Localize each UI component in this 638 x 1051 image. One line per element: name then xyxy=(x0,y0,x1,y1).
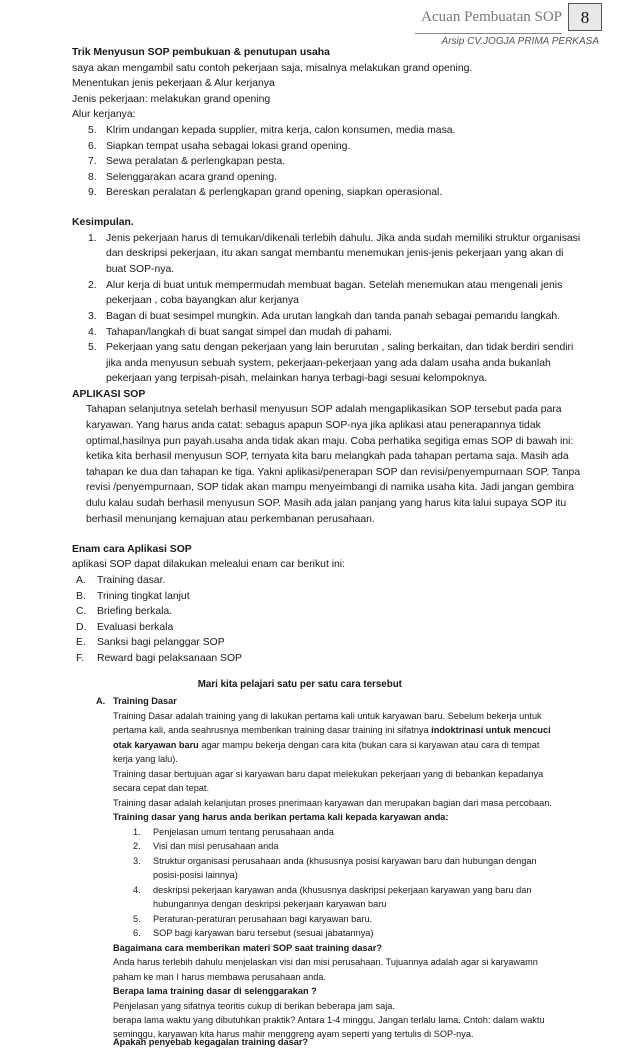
materi-line: Penjelasan umum tentang perusahaan anda xyxy=(153,827,334,837)
materi-line: SOP bagi karyawan baru tersebut (sesuai jabatannya) xyxy=(153,928,374,938)
materi-number: 6. xyxy=(133,928,141,938)
trik-step-number: 8. xyxy=(88,172,97,183)
para-line: paham ke man I harus membawa perusahaan anda. xyxy=(113,972,326,982)
para-bold: indoktrinasi untuk mencuci xyxy=(431,725,551,735)
header-title: Acuan Pembuatan SOP xyxy=(421,9,562,25)
kesimpulan-number: 5. xyxy=(88,342,97,353)
para-line: Anda harus terlebih dahulu menjelaskan visi dan misi perusahaan. Tujuannya adalah agar si karyawamn xyxy=(113,957,538,967)
aplikasi-line: ketika kita berhasil menyusun SOP, ternyata kita baru melangkah pada tahapan pertama saja. Masih ada xyxy=(86,451,569,462)
materi-line: Peraturan-peraturan perusahaan bagi karyawan baru. xyxy=(153,914,373,924)
materi-line: posisi-posisi lainnya) xyxy=(153,870,238,880)
para-line: seminggu, karyawan kita harus mahir menggreng ayam seperti yang tertulis di SOP-nya. xyxy=(113,1029,474,1039)
enam-item: Trining tingkat lanjut xyxy=(97,591,190,602)
trik-step: Siapkan tempat usaha sebagai lokasi grand opening. xyxy=(106,141,351,152)
kesimpulan-line: Jenis pekerjaan harus di temukan/dikenali terlebih dahulu. Jika anda sudah memiliki struktur organisasi xyxy=(106,233,581,244)
enam-item: Evaluasi berkala xyxy=(97,622,174,633)
trik-step-number: 5. xyxy=(88,125,97,136)
question-heading: Apakah penyebab kegagalan training dasar? xyxy=(113,1037,309,1047)
enam-letter: E. xyxy=(76,637,86,648)
enam-letter: C. xyxy=(76,606,87,617)
materi-number: 5. xyxy=(133,914,141,924)
materi-line: Struktur organisasi perusahaan anda (khususnya posisi karyawan baru dan hubungan dengan xyxy=(153,856,537,866)
kesimpulan-line: dan deskripsi pekerjaan, itu akan sangat membantu menemukan jenis-jenis pekerjaan yang akan di xyxy=(106,248,564,259)
trik-step-number: 6. xyxy=(88,141,97,152)
enam-item: Briefing berkala. xyxy=(97,606,173,617)
section-title: Training Dasar xyxy=(113,696,177,706)
kesimpulan-line: pekerjaan , coba bayangkan alur kerjanya xyxy=(106,295,299,306)
kesimpulan-number: 4. xyxy=(88,327,97,338)
pelajari-heading: Mari kita pelajari satu per satu cara tersebut xyxy=(197,679,402,690)
para-line: otak karyawan baru agar mampu bekerja dengan cara kita (bukan cara si karyawan atau cara di tempat xyxy=(113,740,540,750)
aplikasi-line: berhasil menunjang kemajuan atau perkembanan perusahaan. xyxy=(86,514,375,525)
materi-number: 2. xyxy=(133,841,141,851)
enam-title: Enam cara Aplikasi SOP xyxy=(72,544,192,555)
aplikasi-line: optimal,hasilnya pun payah.usaha anda tidak akan maju. Coba perhatika segitiga emas SOP di bawah ini: xyxy=(86,436,574,447)
trik-title: Trik Menyusun SOP pembukuan & penutupan usaha xyxy=(72,47,330,58)
materi-line: deskripsi pekerjaan karyawan anda (khususnya daskripsi pekerjaan karyawan yang baru dan xyxy=(153,885,532,895)
para-line: Training dasar bertujuan agar si karyawan baru dapat melekukan pekerjaan yang di bebankan kepadanya xyxy=(113,769,544,779)
enam-item: Sanksi bagi pelanggar SOP xyxy=(97,637,225,648)
aplikasi-line: revisi /penyempurnaan, SOP tidak akan mampu menyeimbangi di namika usaha kita. Jadi jangan gembira xyxy=(86,482,574,493)
enam-letter: F. xyxy=(76,653,85,664)
enam-letter: A. xyxy=(76,575,86,586)
trik-step-number: 9. xyxy=(88,187,97,198)
kesimpulan-line: buat SOP-nya. xyxy=(106,264,175,275)
section-label: A. xyxy=(96,696,106,706)
kesimpulan-title: Kesimpulan. xyxy=(72,217,134,228)
aplikasi-title: APLIKASI SOP xyxy=(72,389,146,400)
para-line: Training dasar adalah kelanjutan proses pnerimaan karyawan dan merupakan bagian dari masa percobaan. xyxy=(113,798,552,808)
para-bold: otak karyawan baru xyxy=(113,740,199,750)
para-line: berapa lama waktu yang dibutuhkan praktik? Antara 1-4 minggu. Jangan terlalu lama. Cntoh: dalam waktu xyxy=(113,1015,545,1025)
kesimpulan-number: 1. xyxy=(88,233,97,244)
kesimpulan-number: 2. xyxy=(88,280,97,291)
trik-step: Sewa peralatan & perlengkapan pesta. xyxy=(106,156,286,167)
enam-letter: D. xyxy=(76,622,87,633)
trik-step: Bereskan peralatan & perlengkapan grand opening, siapkan operasional. xyxy=(106,187,443,198)
materi-number: 1. xyxy=(133,827,141,837)
trik-line: Menentukan jenis pekerjaan & Alur kerjanya xyxy=(72,78,275,89)
para-line: Training Dasar adalah training yang di lakukan pertama kali untuk karyawan baru. Sebelum bekerja untuk xyxy=(113,711,542,721)
kesimpulan-line: pekerjaan yang terpisah-pisah, melainkan hanya terbagi-bagi sesuai kelompoknya. xyxy=(106,373,488,384)
kesimpulan-line: Bagan di buat sesimpel mungkin. Ada urutan langkah dan tanda panah sebagai pemandu langkah. xyxy=(106,311,561,322)
trik-step: Klrim undangan kepada supplier, mitra kerja, calon konsumen, media masa. xyxy=(106,125,456,136)
enam-item: Training dasar. xyxy=(97,575,166,586)
para-line: kerja yang lalu). xyxy=(113,754,178,764)
aplikasi-line: Tahapan selanjutnya setelah berhasil menyusun SOP adalah mengaplikasikan SOP tersebut pada para xyxy=(86,404,562,415)
kesimpulan-line: Tahapan/langkah di buat sangat simpel dan mudah di pahami. xyxy=(106,327,392,338)
trik-line: Jenis pekerjaan: melakukan grand opening xyxy=(72,94,271,105)
materi-number: 3. xyxy=(133,856,141,866)
trik-line: Alur kerjanya: xyxy=(72,109,136,120)
aplikasi-line: dulu kalau sudah berhasil menyusun SOP. Masih ada jalan panjang yang harus kita lalui supaya SOP itu xyxy=(86,498,567,509)
materi-number: 4. xyxy=(133,885,141,895)
para-line: pertama kali, anda seahrusnya memberikan training dasar training ini sifatnya indoktrinasi untuk mencuci xyxy=(113,725,551,735)
kesimpulan-number: 3. xyxy=(88,311,97,322)
question-heading: Berapa lama training dasar di selenggarakan ? xyxy=(113,986,317,996)
aplikasi-line: karyawan. Yang harus anda catat: sebagus apapun SOP-nya jika aplikasi atau penerapannya tidak xyxy=(86,420,541,431)
kesimpulan-line: Alur kerja di buat untuk mempermudah membuat bagan. Setelah menemukan atau mengenali jenis xyxy=(106,280,563,291)
para-line: secara cepat dan tepat. xyxy=(113,783,210,793)
page-number: 8 xyxy=(568,3,602,31)
kesimpulan-line: jika anda menyusun sebuah system, pekerjaan-pekerjaan yang ada dalam usaha anda bukanlah xyxy=(106,358,551,369)
trik-line: saya akan mengambil satu contoh pekerjaan saja, misalnya melakukan grand opening. xyxy=(72,63,473,74)
trik-step-number: 7. xyxy=(88,156,97,167)
header-subtitle: Arsip CV.JOGJA PRIMA PERKASA xyxy=(441,36,599,47)
materi-line: Visi dan misi perusahaan anda xyxy=(153,841,279,851)
kesimpulan-line: Pekerjaan yang satu dengan pekerjaan yang lain berurutan , saling berkaitan, dan tidak berdiri sendiri xyxy=(106,342,574,353)
trik-step: Selenggarakan acara grand opening. xyxy=(106,172,277,183)
enam-item: Reward bagi pelaksanaan SOP xyxy=(97,653,242,664)
header-rule xyxy=(415,33,562,34)
aplikasi-line: tahapan ke dua dan tahapan ke tiga. Yakni aplikasi/penerapan SOP dan revisi/penyempurnaan SOP. Tanpa xyxy=(86,467,581,478)
question-heading: Training dasar yang harus anda berikan pertama kali kepada karyawan anda: xyxy=(113,812,449,822)
materi-line: hubungannya dengan deskripsi pekerjaan karyawan baru xyxy=(153,899,387,909)
enam-letter: B. xyxy=(76,591,86,602)
enam-intro: aplikasi SOP dapat dilakukan melealui enam car berikut ini: xyxy=(72,559,345,570)
question-heading: Bagaimana cara memberikan materi SOP saat training dasar? xyxy=(113,943,382,953)
para-line: Penjelasan yang sifatnya teoritis cukup di berikan beberapa jam saja. xyxy=(113,1001,395,1011)
